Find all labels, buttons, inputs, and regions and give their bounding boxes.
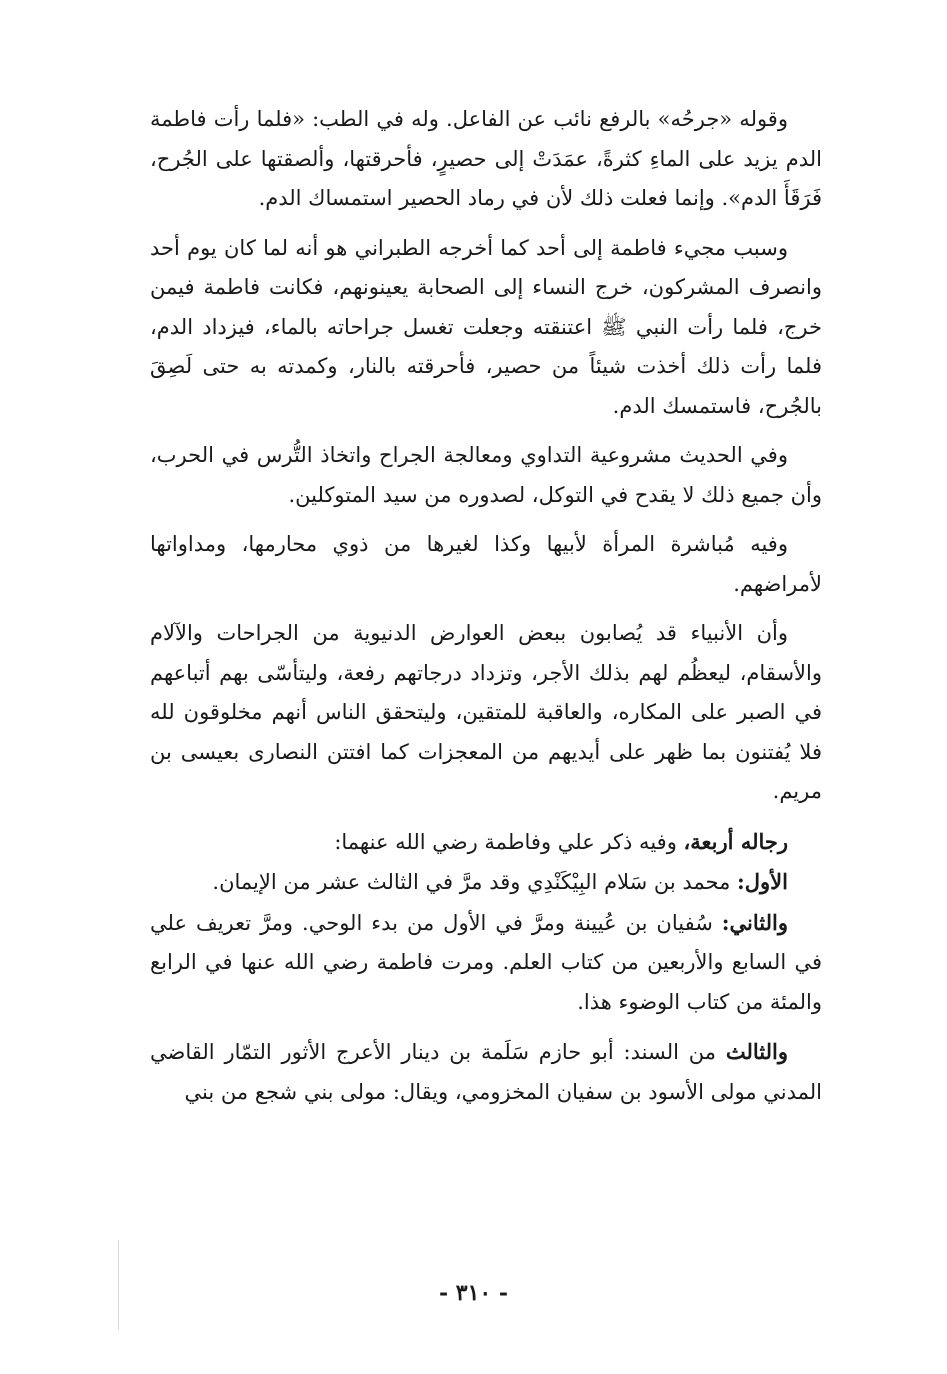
paragraph-1: وقوله «جرحُه» بالرفع نائب عن الفاعل. وله في الطب: «فلما رأت فاطمة الدم يزيد على الماءِ كثرةً، عمَدَتْ إلى حصيرٍ، فأحرقتها، وألصقتها على الجُرح، فَرَقَأَ الدم». وإنما فعلت ذلك لأن في رماد الحصير استمساك الدم. bbox=[150, 107, 822, 210]
page-number: - ٣١٠ - bbox=[438, 1280, 509, 1306]
narrator-second-text: سُفيان بن عُيينة ومرَّ في الأول من بدء الوحي. ومرَّ تعريف علي في السابع والأربعين من كتاب العلم. ومرت فاطمة رضي الله عنها في الرابع والمئة من كتاب الوضوء هذا. bbox=[150, 910, 822, 1014]
page-body bbox=[150, 100, 822, 1112]
paragraph-3: وفي الحديث مشروعية التداوي ومعالجة الجراح واتخاذ التُّرس في الحرب، وأن جميع ذلك لا يقدح في التوكل، لصدوره من سيد المتوكلين. bbox=[150, 443, 822, 507]
narrator-third bbox=[150, 1032, 822, 1112]
narrators-intro bbox=[150, 822, 822, 863]
narrator-first-text: محمد بن سَلام البِيْكَنْدِي وقد مرَّ في الثالث عشر من الإيمان. bbox=[212, 870, 738, 894]
paragraph-4: وفيه مُباشرة المرأة لأبيها وكذا لغيرها من ذوي محارمها، ومداواتها لأمراضهم. bbox=[150, 532, 822, 596]
narrator-second-label: والثاني: bbox=[721, 909, 788, 935]
paragraph-2: وسبب مجيء فاطمة إلى أحد كما أخرجه الطبراني هو أنه لما كان يوم أحد وانصرف المشركون، خرج النساء إلى الصحابة يعينونهم، فكانت فاطمة فيمن خرج، فلما رأت النبي ﷺ اعتنقته وجعلت تغسل جراحاته بالماء، فيزداد الدم، فلما رأت ذلك أخذت شيئاً من حصير، فأحرقته بالنار، وكمدته به حتى لَصِقَ بالجُرح، فاستمسك الدم. bbox=[150, 235, 822, 418]
narrators-intro-text: وفيه ذكر علي وفاطمة رضي الله عنهما: bbox=[334, 829, 684, 854]
narrator-third-text: من السند: أبو حازم سَلَمة بن دينار الأعرج الأثور التمّار القاضي المدني مولى الأسود بن سفيان المخزومي، ويقال: مولى بني شجع من بني bbox=[150, 1040, 822, 1104]
paragraph-5: وأن الأنبياء قد يُصابون ببعض العوارض الدنيوية من الجراحات والآلام والأسقام، ليعظُم لهم بذلك الأجر، وتزداد درجاتهم رفعة، وليتأسّى بهم أتباعهم في الصبر على المكاره، والعاقبة للمتقين، وليتحقق الناس أنهم مخلوقون لله فلا يُفتنون بما ظهر على أيديهم من المعجزات كما افتتن النصارى بعيسى بن مريم. bbox=[150, 621, 822, 803]
narrator-second bbox=[150, 903, 822, 1023]
narrator-third-label: والثالث bbox=[725, 1039, 788, 1064]
narrator-first-label: الأول: bbox=[737, 869, 788, 894]
narrators-intro-label: رجاله أربعة، bbox=[683, 828, 788, 854]
narrator-first bbox=[150, 862, 822, 903]
